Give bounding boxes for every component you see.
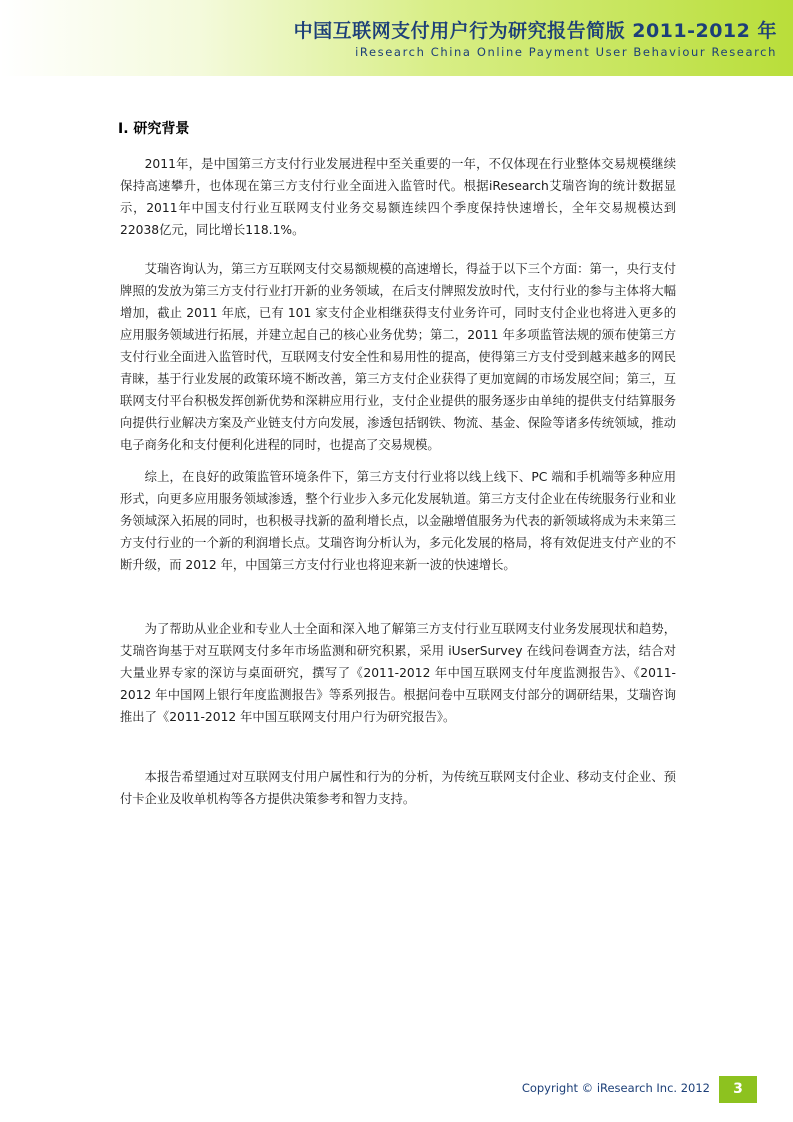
section-heading: I. 研究背景 bbox=[118, 121, 190, 137]
footer-copyright: Copyright © iResearch Inc. 2012 bbox=[521, 1081, 710, 1095]
report-subtitle: iResearch China Online Payment User Behaviour Research bbox=[355, 45, 777, 59]
report-title: 中国互联网支付用户行为研究报告简版 2011-2012 年 bbox=[293, 20, 777, 42]
body-paragraph-4: 为了帮助从业企业和专业人士全面和深入地了解第三方支付行业互联网支付业务发展现状和趋势，艾瑞咨询基于对互联网支付多年市场监测和研究积累，采用 iUserSurvey 在线问卷调查方法，结合对大量业界专家的深访与桌面研究，撰写了《2011-2012 年中国互联网支付年度监测报告》、《2011-2012 年中国网上银行年度监测报告》等系列报告。根据问卷中互联网支付部分的调研结果，艾瑞咨询推出了《2011-2012 年中国互联网支付用户行为研究报告》。 bbox=[120, 622, 676, 724]
body-paragraph-5: 本报告希望通过对互联网支付用户属性和行为的分析，为传统互联网支付企业、移动支付企业、预付卡企业及收单机构等各方提供决策参考和智力支持。 bbox=[120, 770, 676, 806]
body-paragraph-3: 综上，在良好的政策监管环境条件下，第三方支付行业将以线上线下、PC 端和手机端等多种应用形式，向更多应用服务领域渗透，整个行业步入多元化发展轨道。第三方支付企业在传统服务行业和业务领域深入拓展的同时，也积极寻找新的盈利增长点，以金融增值服务为代表的新领域将成为未来第三方支付行业的一个新的利润增长点。艾瑞咨询分析认为，多元化发展的格局，将有效促进支付产业的不断升级，而 2012 年，中国第三方支付行业也将迎来新一波的快速增长。 bbox=[120, 470, 676, 572]
header-band bbox=[0, 0, 793, 76]
page-number: 3 bbox=[719, 1076, 757, 1103]
body-paragraph-1: 2011年，是中国第三方支付行业发展进程中至关重要的一年，不仅体现在行业整体交易规模继续保持高速攀升，也体现在第三方支付行业全面进入监管时代。根据iResearch艾瑞咨询的统计数据显示，2011年中国支付行业互联网支付业务交易额连续四个季度保持快速增长，全年交易规模达到22038亿元，同比增长118.1%。 bbox=[120, 157, 676, 237]
body-paragraph-2: 艾瑞咨询认为，第三方互联网支付交易额规模的高速增长，得益于以下三个方面：第一，央行支付牌照的发放为第三方支付行业打开新的业务领域，在后支付牌照发放时代，支付行业的参与主体将大幅增加，截止 2011 年底，已有 101 家支付企业相继获得支付业务许可，同时支付企业也将进入更多的应用服务领域进行拓展，并建立起自己的核心业务优势；第二，2011 年多项监管法规的颁布使第三方支付行业全面进入监管时代，互联网支付安全性和易用性的提高，使得第三方支付受到越来越多的网民青睐，基于行业发展的政策环境不断改善，第三方支付企业获得了更加宽阔的市场发展空间；第三，互联网支付平台积极发挥创新优势和深耕应用行业，支付企业提供的服务逐步由单纯的提供支付结算服务向提供行业解决方案及产业链支付方向发展，渗透包括钢铁、物流、基金、保险等诸多传统领域，推动电子商务化和支付便利化进程的同时，也提高了交易规模。 bbox=[120, 262, 676, 452]
